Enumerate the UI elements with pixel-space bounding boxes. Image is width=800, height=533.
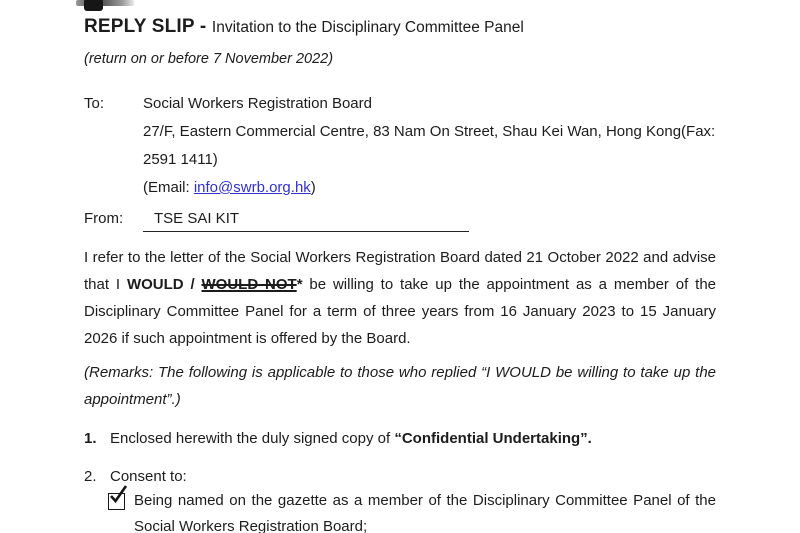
list-item-1 xyxy=(84,425,716,452)
item1-number: 1. xyxy=(84,430,97,447)
item1-text-line xyxy=(110,425,592,452)
list-item-2 xyxy=(84,463,716,490)
would-option: WOULD / xyxy=(126,276,202,293)
title-bold-part: REPLY SLIP - xyxy=(84,16,212,37)
item1-text: Enclosed herewith the duly signed copy of xyxy=(110,430,395,447)
email-suffix: ) xyxy=(310,179,316,196)
to-label: To: xyxy=(84,95,105,112)
asterisk-marker: * xyxy=(296,276,303,293)
paragraph-end: be willing to take up the appointment as a member of the Disciplinary Committee Panel for a term of three years from 16 January 2023 to 15 January 2026 if such appointment is offered by the Board. xyxy=(84,276,717,347)
from-block xyxy=(84,205,716,233)
paragraph-start: I refer to the letter of the Social Workers Registration Board dated 21 October 2022 and advise that I xyxy=(84,249,716,293)
email-prefix: (Email: xyxy=(143,179,194,196)
document-title xyxy=(84,14,716,41)
sender-name-underlined: TSE SAI KIT xyxy=(143,207,469,232)
to-block xyxy=(84,90,716,202)
consent-checkbox-row xyxy=(84,488,716,533)
email-link[interactable]: info@swrb.org.hk xyxy=(193,179,311,196)
item2-number: 2. xyxy=(84,468,97,485)
body-paragraph xyxy=(84,244,716,352)
would-not-option-struck: WOULD NOT xyxy=(201,276,297,293)
recipient-name: Social Workers Registration Board xyxy=(143,95,372,112)
checkmark-icon xyxy=(108,487,128,507)
from-field xyxy=(143,205,469,233)
to-address-block xyxy=(143,90,716,202)
confidential-undertaking-bold: “Confidential Undertaking”. xyxy=(394,430,592,447)
return-deadline-note: (return on or before 7 November 2022) xyxy=(84,51,334,67)
title-rest-part: Invitation to the Disciplinary Committee Panel xyxy=(211,19,524,36)
item2-text: Consent to: xyxy=(110,468,187,485)
consent1-text: Being named on the gazette as a member of the Disciplinary Committee Panel of the Social Workers Registration Board; xyxy=(134,492,716,533)
recipient-address: 27/F, Eastern Commercial Centre, 83 Nam On Street, Shau Kei Wan, Hong Kong(Fax: 2591 1411) xyxy=(143,123,716,168)
document-content xyxy=(84,0,716,533)
remarks-note: (Remarks: The following is applicable to those who replied “I WOULD be willing to take up the appointment”.) xyxy=(84,364,716,408)
from-label: From: xyxy=(84,210,124,227)
recipient-email-line xyxy=(143,174,716,202)
checked-checkbox-icon xyxy=(108,493,125,510)
